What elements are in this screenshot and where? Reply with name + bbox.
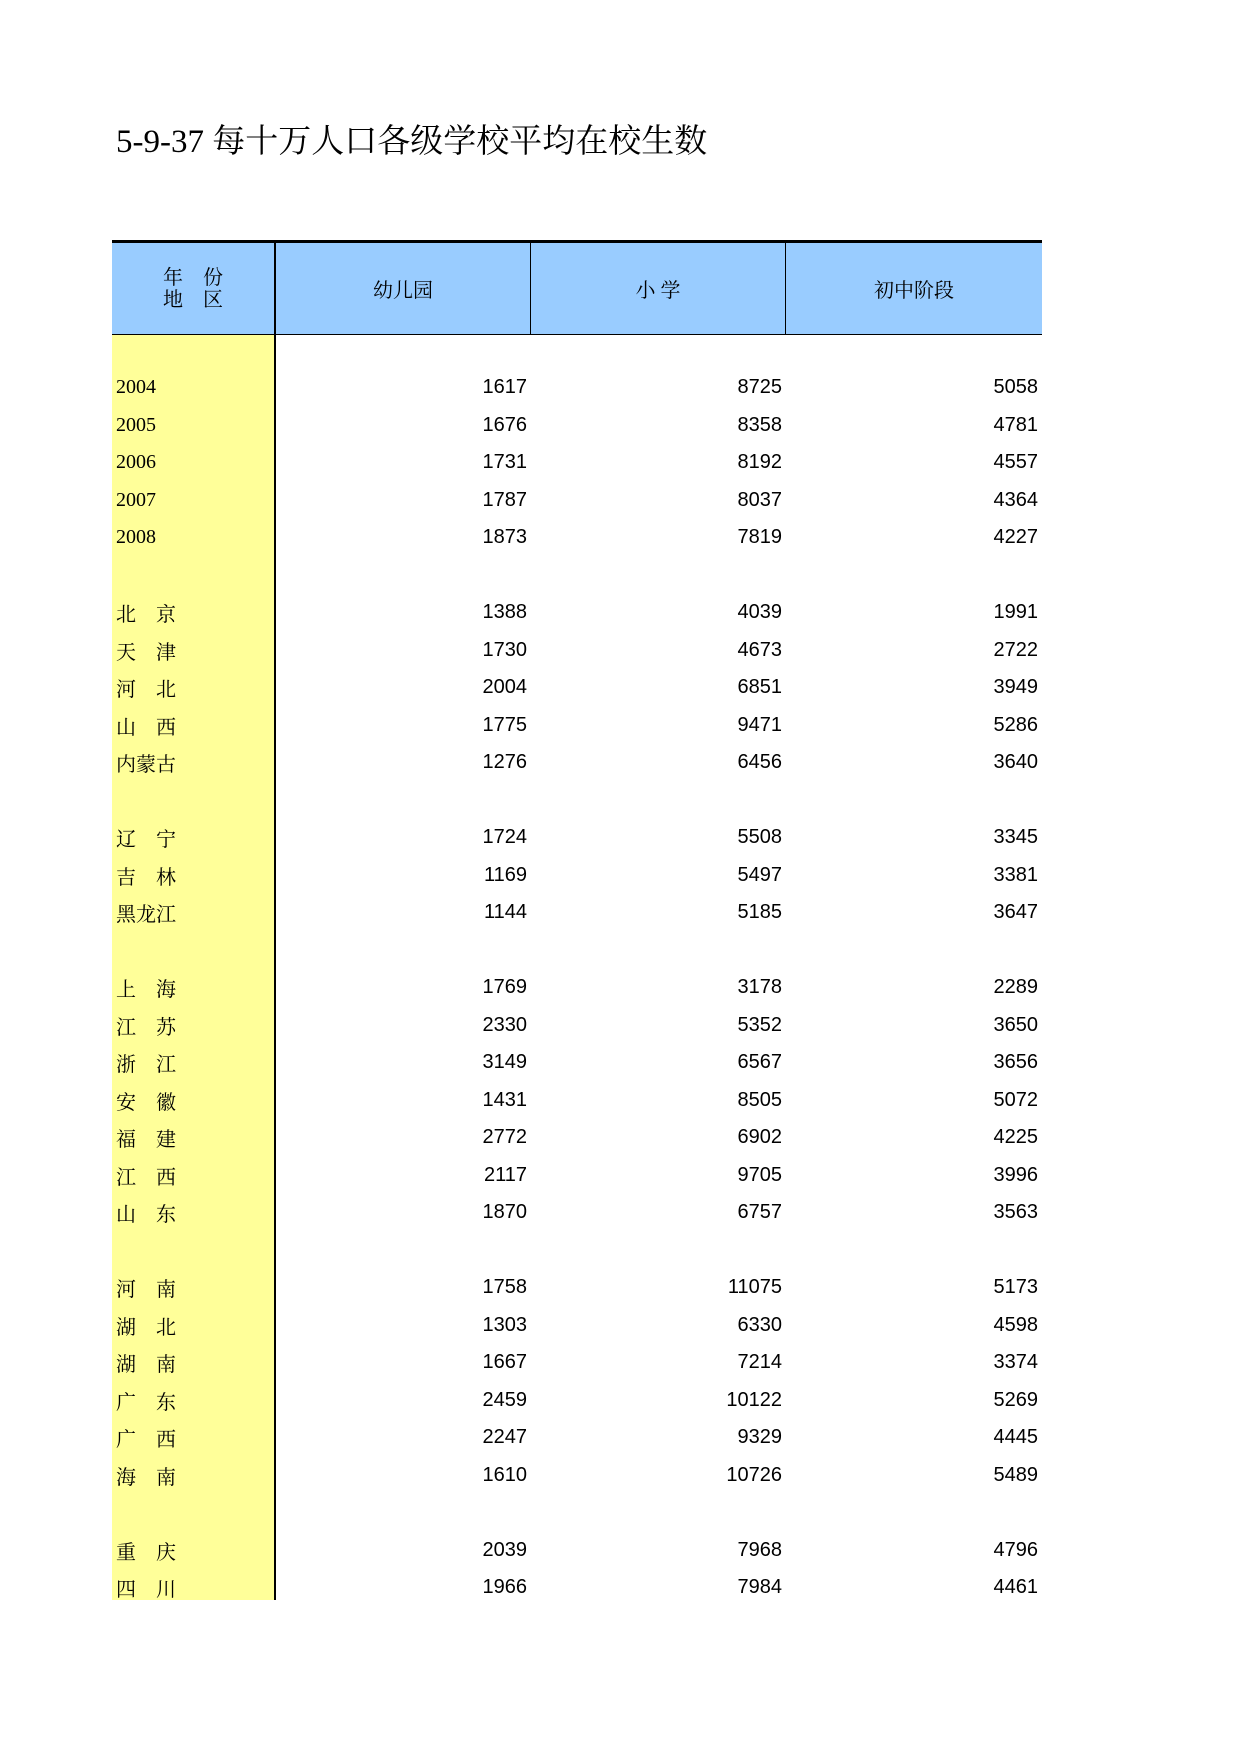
kindergarten-value: 1610 [482,1463,527,1486]
table-row [112,407,1042,445]
table-row [112,482,1042,520]
table-row [112,1457,1042,1495]
row-label: 黑龙江 [116,904,176,927]
table-row [112,1194,1042,1232]
row-label: 2004 [116,376,156,399]
junior-value: 3640 [993,751,1038,774]
junior-value: 2722 [993,638,1038,661]
junior-value: 4227 [993,526,1038,549]
kindergarten-value: 1388 [482,601,527,624]
row-label: 河 北 [116,679,176,702]
row-label: 广 西 [116,1429,176,1452]
statistics-table [112,240,1042,1600]
row-label: 山 西 [116,716,176,739]
kindergarten-value: 2117 [483,1163,527,1186]
primary-value: 9329 [737,1426,782,1449]
table-row [112,369,1042,407]
junior-value: 4225 [993,1126,1038,1149]
table-row [112,1082,1042,1120]
kindergarten-value: 1276 [482,751,527,774]
kindergarten-value: 1144 [483,901,527,924]
junior-value: 4445 [993,1426,1038,1449]
table-row [112,519,1042,557]
junior-value: 5269 [993,1388,1038,1411]
row-label: 天 津 [116,641,176,664]
row-label: 湖 南 [116,1354,176,1377]
row-label: 2008 [116,526,156,549]
junior-value: 3949 [993,676,1038,699]
table-row [112,1007,1042,1045]
kindergarten-value: 1769 [482,976,527,999]
kindergarten-value: 3149 [482,1051,527,1074]
junior-value: 5489 [993,1463,1038,1486]
kindergarten-value: 1775 [482,713,527,736]
junior-value: 5058 [993,376,1038,399]
primary-value: 6902 [737,1126,782,1149]
junior-value: 3650 [993,1013,1038,1036]
junior-value: 4557 [993,451,1038,474]
kindergarten-value: 1758 [482,1276,527,1299]
junior-value: 3647 [993,901,1038,924]
table-row [112,707,1042,745]
table-row [112,444,1042,482]
primary-value: 6330 [737,1313,782,1336]
kindergarten-value: 1787 [482,488,527,511]
junior-value: 5173 [993,1276,1038,1299]
table-row [112,1419,1042,1457]
primary-value: 7214 [737,1351,782,1374]
primary-value: 10726 [726,1463,782,1486]
primary-value: 3178 [737,976,782,999]
primary-value: 5508 [737,826,782,849]
primary-value: 5185 [737,901,782,924]
kindergarten-value: 1873 [482,526,527,549]
row-label: 安 徽 [116,1091,176,1114]
table-row [112,857,1042,895]
primary-value: 9705 [737,1163,782,1186]
stub-header-region: 地 区 [163,288,223,311]
row-label: 浙 江 [116,1054,176,1077]
kindergarten-value: 1667 [482,1351,527,1374]
kindergarten-value: 1870 [482,1201,527,1224]
kindergarten-value: 2772 [482,1126,527,1149]
table-row [112,1569,1042,1607]
group-spacer [112,557,1042,595]
primary-value: 8192 [737,451,782,474]
row-label: 湖 北 [116,1316,176,1339]
row-label: 海 南 [116,1466,176,1489]
table-row [112,969,1042,1007]
table-row [112,1382,1042,1420]
primary-value: 8505 [737,1088,782,1111]
table-row [112,1269,1042,1307]
table-row [112,1044,1042,1082]
kindergarten-value: 2459 [482,1388,527,1411]
row-label: 上 海 [116,979,176,1002]
table-row [112,594,1042,632]
kindergarten-value: 1431 [482,1088,527,1111]
kindergarten-value: 1730 [482,638,527,661]
junior-value: 4781 [993,413,1038,436]
group-spacer [112,932,1042,970]
junior-value: 3374 [993,1351,1038,1374]
kindergarten-value: 1724 [482,826,527,849]
primary-value: 4039 [737,601,782,624]
table-row [112,744,1042,782]
junior-value: 4598 [993,1313,1038,1336]
row-label: 广 东 [116,1391,176,1414]
kindergarten-value: 2039 [482,1538,527,1561]
junior-value: 4461 [993,1576,1038,1599]
group-spacer [112,782,1042,820]
primary-value: 9471 [737,713,782,736]
table-row [112,1344,1042,1382]
group-spacer [112,1232,1042,1270]
row-label: 四 川 [116,1579,176,1602]
column-header-junior: 初中阶段 [874,280,954,302]
row-label: 山 东 [116,1204,176,1227]
kindergarten-value: 2330 [482,1013,527,1036]
row-label: 重 庆 [116,1541,176,1564]
table-row [112,1307,1042,1345]
primary-value: 5352 [737,1013,782,1036]
row-label: 2007 [116,488,156,511]
primary-value: 8358 [737,413,782,436]
row-label: 2005 [116,413,156,436]
junior-value: 5286 [993,713,1038,736]
kindergarten-value: 1169 [483,863,527,886]
junior-value: 4364 [993,488,1038,511]
table-row [112,1157,1042,1195]
table-row [112,1532,1042,1570]
kindergarten-value: 1617 [482,376,527,399]
row-label: 江 苏 [116,1016,176,1039]
junior-value: 3381 [993,863,1038,886]
kindergarten-value: 2004 [482,676,527,699]
kindergarten-value: 1676 [482,413,527,436]
stub-header [112,243,276,334]
primary-value: 6851 [737,676,782,699]
junior-value: 3563 [993,1201,1038,1224]
row-label: 江 西 [116,1166,176,1189]
junior-value: 1991 [993,601,1038,624]
primary-value: 6567 [737,1051,782,1074]
kindergarten-value: 1303 [482,1313,527,1336]
table-row [112,819,1042,857]
table-row [112,669,1042,707]
junior-value: 4796 [993,1538,1038,1561]
primary-value: 5497 [737,863,782,886]
row-label: 北 京 [116,604,176,627]
page-title: 5-9-37 每十万人口各级学校平均在校生数 [116,124,708,160]
table-header-row [112,243,1042,335]
primary-value: 4673 [737,638,782,661]
row-label: 河 南 [116,1279,176,1302]
table-row [112,632,1042,670]
column-header-kindergarten: 幼儿园 [276,243,531,334]
row-label: 福 建 [116,1129,176,1152]
table-rows [112,335,1042,1607]
junior-value: 3345 [993,826,1038,849]
table-body [112,335,1042,1600]
primary-value: 7968 [737,1538,782,1561]
stub-header-year: 年 份 [163,266,223,289]
primary-value: 7984 [737,1576,782,1599]
primary-value: 6757 [737,1201,782,1224]
group-spacer [112,1494,1042,1532]
kindergarten-value: 2247 [482,1426,527,1449]
primary-value: 8037 [737,488,782,511]
column-header-primary: 小 学 [531,243,786,334]
primary-value: 8725 [737,376,782,399]
kindergarten-value: 1731 [482,451,527,474]
junior-value: 2289 [993,976,1038,999]
primary-value: 7819 [737,526,782,549]
primary-value: 10122 [726,1388,782,1411]
row-label: 吉 林 [116,866,176,889]
kindergarten-value: 1966 [482,1576,527,1599]
junior-value: 3656 [993,1051,1038,1074]
primary-value: 11075 [727,1276,782,1299]
row-label: 内蒙古 [116,754,176,777]
table-row [112,1119,1042,1157]
row-label: 辽 宁 [116,829,176,852]
junior-value: 5072 [993,1088,1038,1111]
junior-value: 3996 [993,1163,1038,1186]
row-label: 2006 [116,451,156,474]
primary-value: 6456 [737,751,782,774]
table-row [112,894,1042,932]
